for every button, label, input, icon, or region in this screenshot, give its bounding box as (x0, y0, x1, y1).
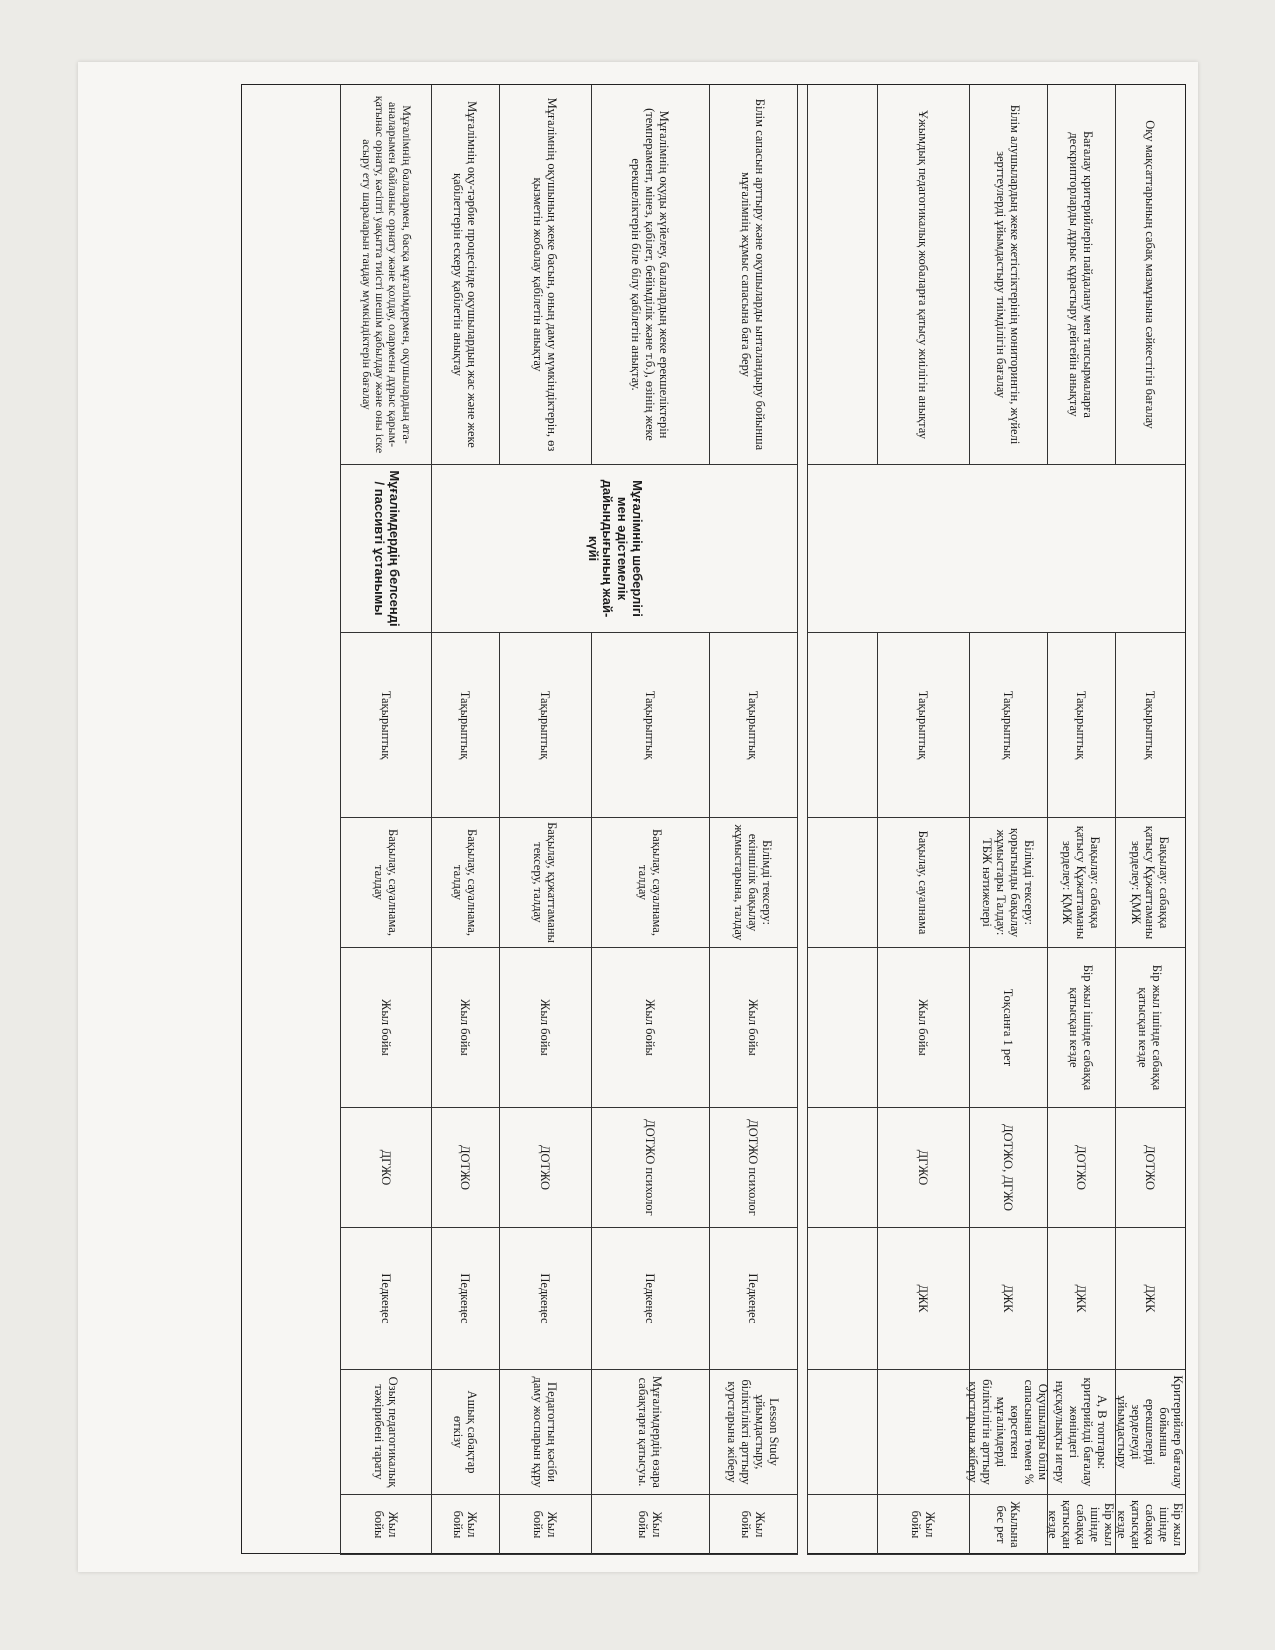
table-cell-type: Тақырыптық (1115, 633, 1185, 818)
table-cell-period: Тоқсанға 1 рет (969, 948, 1047, 1108)
table-cell-review: Педкеңес (340, 1228, 431, 1370)
table-cell-review: Педкеңес (431, 1228, 499, 1370)
table-cell-deadline: Жыл бойы (591, 1495, 709, 1555)
table-cell-review: Педкеңес (591, 1228, 709, 1370)
table-cell-type: Тақырыптық (877, 633, 969, 818)
table-cell-type: Тақырыптық (431, 633, 499, 818)
table-cell-period: Жыл бойы (340, 948, 431, 1108)
table-cell-criterion: Білім сапасын арттыру және оқушыларды ынталандыру бойынша мұғалімнің жұмыс сапасына баға беру (709, 85, 797, 465)
table-cell-method: Бақылау, сауалнама, талдау (340, 818, 431, 948)
table-cell-method: Бақылау, құжаттаманы тексеру, талдау (499, 818, 591, 948)
table-cell-deadline: Жыл бойы (499, 1495, 591, 1555)
table-cell-responsible: ДГЖО (340, 1108, 431, 1228)
table-cell-method: Бақылау: сабаққа қатысу Құжаттаманы зерделеу: ҚМЖ (1047, 818, 1115, 948)
table-cell-period: Жыл бойы (499, 948, 591, 1108)
table-cell-period: Жыл бойы (591, 948, 709, 1108)
table-cell-empty (807, 1228, 877, 1370)
table-cell-period: Жыл бойы (709, 948, 797, 1108)
table-cell-empty (807, 1370, 877, 1495)
table-cell-period: Жыл бойы (877, 948, 969, 1108)
table-cell-criterion-text: Мұғалімнің балалармен, басқа мұғалімдермен, оқушылардың ата-аналарымен байланыс орнату және қолдау, оларменн дұрыс қарым-қатынас орнату, кәсіпті уақытта тиісті шешім қабылдау және оны іске асыру ету шараларын таңдау мүмкіндіктерін бағалау (359, 95, 414, 454)
table-cell-review: ДЖК (969, 1228, 1047, 1370)
table-cell-deadline: Жылына бес рет (969, 1495, 1047, 1555)
rotated-table-wrapper (241, 84, 1186, 1554)
table-cell-empty (807, 818, 877, 948)
table-cell-period: Бір жыл ішінде сабаққа қатысқан кезде (1047, 948, 1115, 1108)
table-cell-type: Тақырыптық (340, 633, 431, 818)
table-cell-empty (807, 85, 877, 465)
table-cell-responsible: ДОТЖО, ДГЖО (969, 1108, 1047, 1228)
table-cell-deadline: Бір жыл ішінде сабаққа қатысқан кезде (1115, 1495, 1185, 1555)
table-cell-responsible: ДГЖО (877, 1108, 969, 1228)
table-cell-responsible: ДОТЖО (1047, 1108, 1115, 1228)
table-cell-review: Педкеңес (709, 1228, 797, 1370)
table-cell-criterion: Оқу мақсаттарының сабақ мазмұнына сәйкестігін бағалау (1115, 85, 1185, 465)
table-cell-deadline: Жыл бойы (877, 1495, 969, 1555)
table-cell-criterion: Мұғалімнің оқушының жеке басын, оның даму мүмкіндіктерін, өз қызметін жобалау қабілетін анықтау (499, 85, 591, 465)
table-cell-criterion: Бағалау критерийлерін пайдалану мен тапсырмаларға дескрипторларды дұрыс құрастыру дейгейін анықтау (1047, 85, 1115, 465)
table-cell-responsible: ДОТЖО (1115, 1108, 1185, 1228)
table-cell-type: Тақырыптық (709, 633, 797, 818)
table-cell-method: Білімді тексеру: қорытынды бақылау жұмыстары Талдау: ТБЖ нәтижелері (969, 818, 1047, 948)
section-title-3: Мұғалімдердің белсенді / пассивті ұстанымы (340, 465, 431, 633)
table-cell-method: Бақылау, сауалнама (877, 818, 969, 948)
table-cell-criterion (340, 85, 431, 465)
table-cell-review: Педкеңес (499, 1228, 591, 1370)
table-cell-method: Бақылау, сауалнама, талдау (591, 818, 709, 948)
table-cell-type: Тақырыптық (499, 633, 591, 818)
table-cell-type: Тақырыптық (969, 633, 1047, 818)
table-cell-criterion: Білім алушылардың жеке жетістіктерінің мониторингін, жүйелі зерттеулерді ұйымдастыру тиімділігін бағалау (969, 85, 1047, 465)
table-cell-decision: Мұғалімдердің өзара сабақтарға қатысуы. (591, 1370, 709, 1495)
table-cell-decision: Lesson Study ұйымдастыру, біліктілікті арттыру курстарына жіберу (709, 1370, 797, 1495)
table-cell-review: ДЖК (1115, 1228, 1185, 1370)
assessment-table (241, 84, 1186, 1554)
table-cell-responsible: ДОТЖО (431, 1108, 499, 1228)
table-cell-criterion: Ұжымдық педагогикалық жобаларға қатысу жиілігін анықтау (877, 85, 969, 465)
table-cell-decision: Оқушылары білім сапасынан төмен % көрсеткен мұғалімдерді біліктілігін арттыру курстарына жіберу (969, 1370, 1047, 1495)
table-cell-empty (807, 633, 877, 818)
table-cell-period: Жыл бойы (431, 948, 499, 1108)
table-cell-review: ДЖК (877, 1228, 969, 1370)
table-cell-empty (807, 1495, 877, 1555)
table-cell-responsible: ДОТЖО (499, 1108, 591, 1228)
table-cell-empty (807, 1108, 877, 1228)
table-cell-decision: Озық педагогикалық тәжірибені тарату (340, 1370, 431, 1495)
table-cell-responsible: ДОТЖО психолог (709, 1108, 797, 1228)
table-cell-decision: Педагогтың кәсіби даму жоспарын құру (499, 1370, 591, 1495)
table-cell-deadline: Бір жыл ішінде сабаққа қатысқан кезде (1047, 1495, 1115, 1555)
table-cell-method: Бақылау: сабаққа қатысу Құжаттаманы зерделеу: ҚМЖ (1115, 818, 1185, 948)
table-cell-criterion: Мұғалімнің оқу-тәрбие процесінде оқушылардың жас және жеке қабілеттерін ескеру қабілетін анықтау (431, 85, 499, 465)
table-cell-responsible: ДОТЖО психолог (591, 1108, 709, 1228)
table-cell-deadline: Жыл бойы (431, 1495, 499, 1555)
table-cell-review: ДЖК (1047, 1228, 1115, 1370)
table-cell-decision: Критерийлер бағалау бойынша ерекшелерді зерделеуді ұйымдастыру (1115, 1370, 1185, 1495)
table-cell-decision: А, В топтары: критерийлді бағалау жөніндегі нұсқаулықты игеру (1047, 1370, 1115, 1495)
table-cell-method: Білімді тексеру: екіншілік бақылау жұмыстарына, талдау (709, 818, 797, 948)
table-cell-period: Бір жыл ішінде сабаққа қатысқан кезде (1115, 948, 1185, 1108)
section-title-2: Мұғалімнің шеберлігі мен әдістемелік дайындығының жай-күйі (431, 465, 797, 633)
table-cell-empty (807, 948, 877, 1108)
table-divider (797, 85, 807, 1555)
table-cell-type: Тақырыптық (1047, 633, 1115, 818)
section-title-1 (807, 465, 1185, 633)
table-cell-deadline: Жыл бойы (709, 1495, 797, 1555)
table-cell-criterion: Мұғалімнің оқуды жүйелеу, балалардың жеке ерекшеліктерін (темперамент, мінез, қабілет, бейімділік және т.б.), өзінің жеке ерекшеліктерін біле білу қабілетін анықтау. (591, 85, 709, 465)
table-cell-decision (877, 1370, 969, 1495)
table-cell-deadline: Жыл бойы (340, 1495, 431, 1555)
table-cell-method: Бақылау, сауалнама, талдау (431, 818, 499, 948)
table-cell-decision: Ашық сабақтар өткізу (431, 1370, 499, 1495)
table-cell-type: Тақырыптық (591, 633, 709, 818)
document-page (78, 62, 1198, 1572)
